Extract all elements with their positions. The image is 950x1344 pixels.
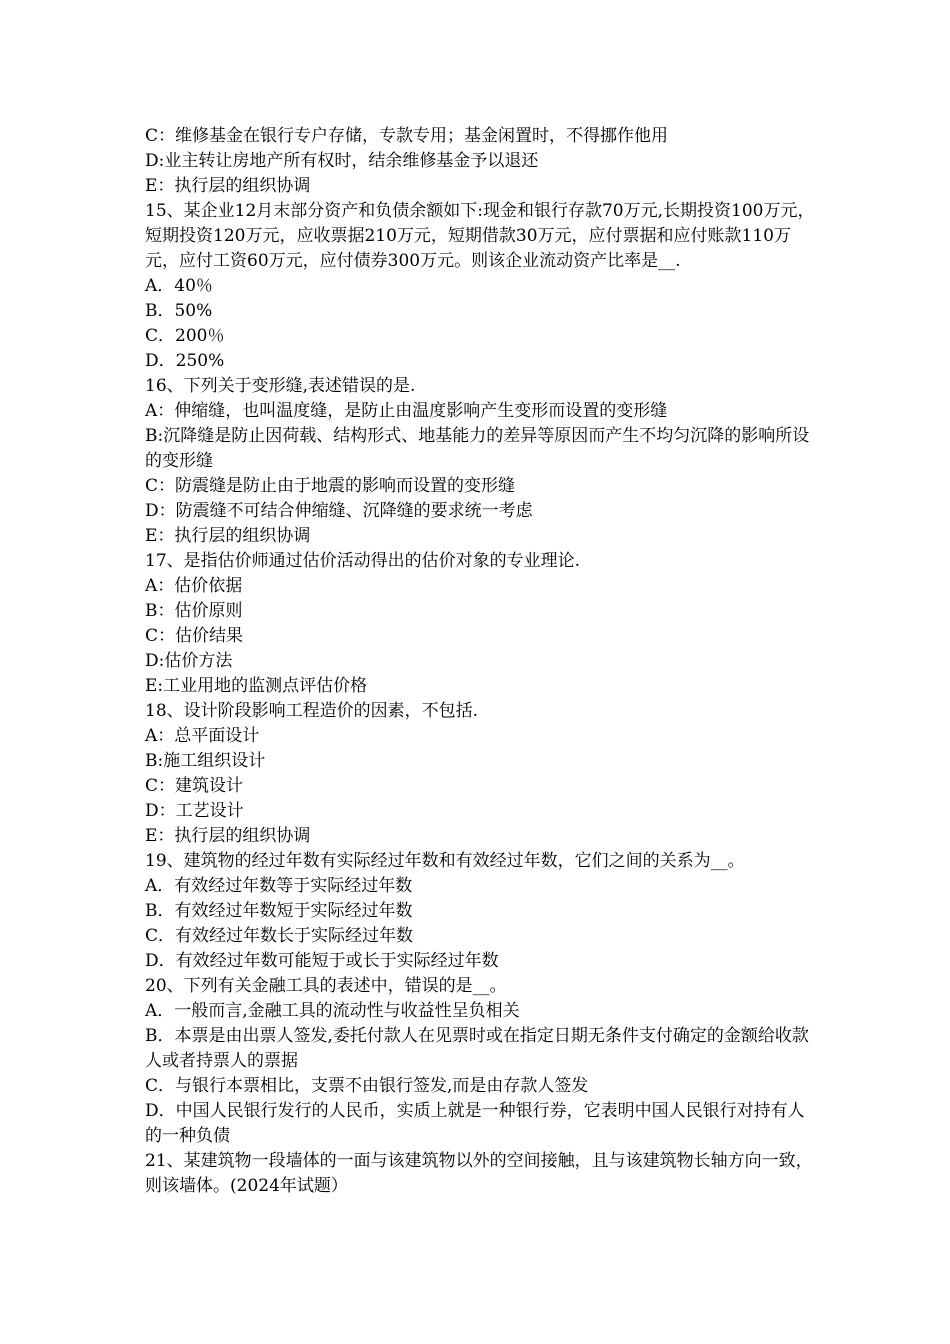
q15-option-d: D．250% [145, 351, 225, 371]
q18-option-b: B:施工组织设计 [145, 751, 266, 771]
q16-option-c: C：防震缝是防止由于地震的影响而设置的变形缝 [145, 476, 516, 496]
q18-option-a: A：总平面设计 [145, 726, 260, 746]
q19-option-a: A．有效经过年数等于实际经过年数 [145, 876, 413, 896]
q17-option-a: A：估价依据 [145, 576, 243, 596]
question-17: 17、是指估价师通过估价活动得出的估价对象的专业理论. [145, 551, 581, 571]
q20-option-c: C．与银行本票相比，支票不由银行签发,而是由存款人签发 [145, 1076, 589, 1096]
q17-option-e: E:工业用地的监测点评估价格 [145, 676, 368, 696]
q20-option-b: B．本票是由出票人签发,委托付款人在见票时或在指定日期无条件支付确定的金额给收款人或者持票人的票据 [145, 1026, 809, 1071]
q18-option-c: C：建筑设计 [145, 776, 244, 796]
q19-option-b: B．有效经过年数短于实际经过年数 [145, 901, 413, 921]
q20-option-a: A．一般而言,金融工具的流动性与收益性呈负相关 [145, 1001, 520, 1021]
q18-option-d: D：工艺设计 [145, 801, 244, 821]
question-18: 18、设计阶段影响工程造价的因素，不包括. [145, 701, 479, 721]
question-19: 19、建筑物的经过年数有实际经过年数和有效经过年数，它们之间的关系为__。 [145, 851, 745, 871]
question-21: 21、某建筑物一段墙体的一面与该建筑物以外的空间接触，且与该建筑物长轴方向一致，则该墙体。(2024年试题） [145, 1151, 813, 1196]
q19-option-c: C．有效经过年数长于实际经过年数 [145, 926, 414, 946]
option-d-maintenance-fund: D:业主转让房地产所有权时，结余维修基金予以退还 [145, 151, 539, 171]
question-16: 16、下列关于变形缝,表述错误的是. [145, 376, 416, 396]
document-body [145, 124, 815, 1199]
option-c-maintenance-fund: C：维修基金在银行专户存储，专款专用；基金闲置时，不得挪作他用 [145, 126, 669, 146]
q16-option-d: D：防震缝不可结合伸缩缝、沉降缝的要求统一考虑 [145, 501, 533, 521]
q16-option-b: B:沉降缝是防止因荷载、结构形式、地基能力的差异等原因而产生不均匀沉降的影响所设的变形缝 [145, 426, 810, 471]
question-20: 20、下列有关金融工具的表述中，错误的是__。 [145, 976, 507, 996]
q19-option-d: D．有效经过年数可能短于或长于实际经过年数 [145, 951, 499, 971]
q18-option-e: E：执行层的组织协调 [145, 826, 311, 846]
q20-option-d: D．中国人民银行发行的人民币，实质上就是一种银行券，它表明中国人民银行对持有人的一种负债 [145, 1101, 805, 1146]
q17-option-c: C：估价结果 [145, 626, 244, 646]
q16-option-a: A：伸缩缝，也叫温度缝，是防止由温度影响产生变形而设置的变形缝 [145, 401, 668, 421]
q15-option-a: A．40％ [145, 276, 213, 296]
question-15: 15、某企业12月末部分资产和负债余额如下:现金和银行存款70万元,长期投资100万元，短期投资120万元，应收票据210万元，短期借款30万元，应付票据和应付账款110万元，应付工资60万元，应付债券300万元。则该企业流动资产比率是__. [145, 201, 815, 271]
q17-option-b: B：估价原则 [145, 601, 243, 621]
q15-option-b: B．50% [145, 301, 213, 321]
q15-option-c: C．200％ [145, 326, 225, 346]
q16-option-e: E：执行层的组织协调 [145, 526, 311, 546]
q17-option-d: D:估价方法 [145, 651, 233, 671]
option-e-execution: E：执行层的组织协调 [145, 176, 311, 196]
